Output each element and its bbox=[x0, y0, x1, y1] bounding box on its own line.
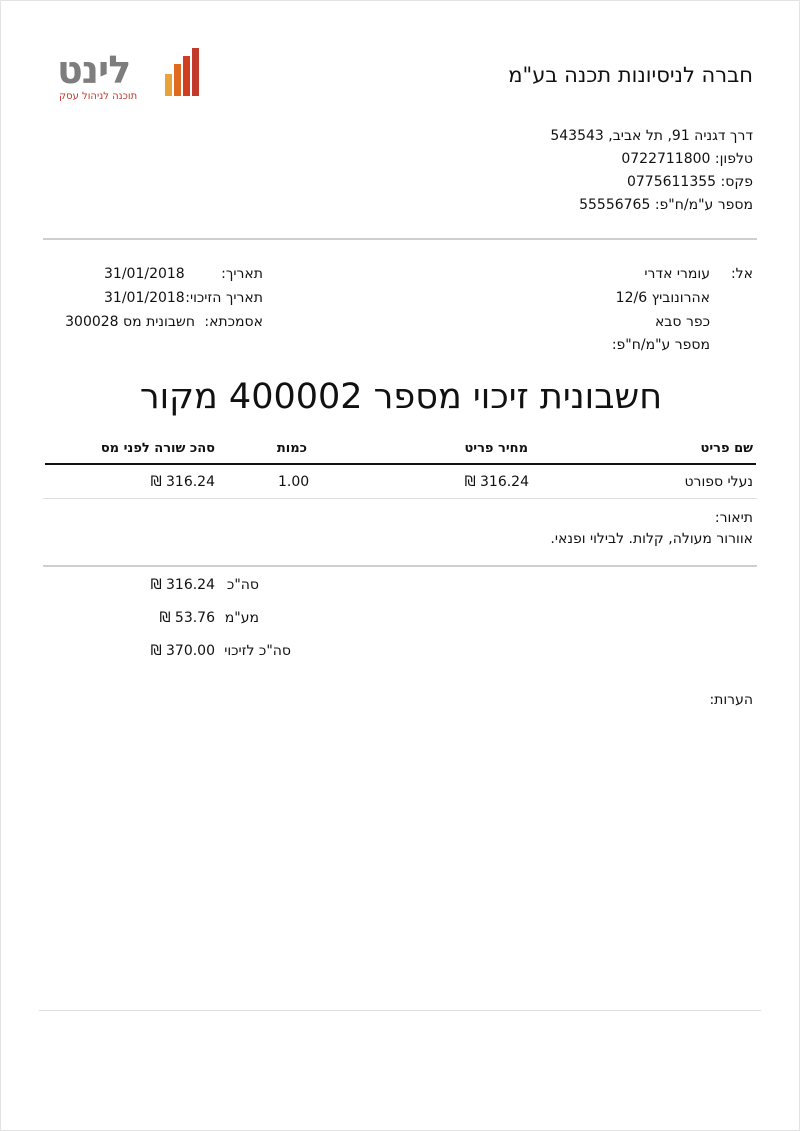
logo-bar bbox=[165, 74, 172, 96]
vat-value: 53.76 ₪ bbox=[159, 610, 215, 626]
credit-total-value: 370.00 ₪ bbox=[150, 643, 215, 659]
notes-label: הערות: bbox=[709, 692, 753, 708]
logo-bars-icon bbox=[165, 52, 199, 96]
row-item-name: נעלי ספורט bbox=[684, 474, 753, 490]
document-title: חשבונית זיכוי מספר 400002 מקור bbox=[139, 377, 663, 417]
subtotal-label: סה"כ bbox=[226, 577, 259, 593]
company-vat: מספר ע"מ/ח"פ: 55556765 bbox=[579, 197, 753, 213]
credit-date-value: 31/01/2018 bbox=[104, 290, 185, 306]
logo-tagline: תוכנה לניהול עסק bbox=[59, 91, 138, 102]
row-quantity: 1.00 bbox=[278, 474, 310, 490]
description-label: תיאור: bbox=[714, 510, 753, 526]
recipient-city: כפר סבא bbox=[654, 314, 710, 330]
description-text: אוורור מעולה, קלות. לבילוי ופנאי. bbox=[550, 531, 753, 547]
recipient-street: אהרונוביץ 12/6 bbox=[615, 290, 710, 306]
vat-label: מע"מ bbox=[224, 610, 259, 626]
date-value: 31/01/2018 bbox=[104, 266, 185, 282]
recipient-name: עומרי אדרי bbox=[644, 266, 710, 282]
logo-word: לינט bbox=[57, 48, 131, 92]
row-line-total: 316.24 ₪ bbox=[150, 474, 215, 490]
header-quantity: כמות bbox=[276, 441, 307, 456]
company-address: דרך דגניה 91, תל אביב, 543543 bbox=[550, 128, 753, 144]
header-item-price: מחיר פריט bbox=[464, 441, 528, 456]
recipient-to-label: אל: bbox=[730, 266, 753, 282]
credit-total-label: סה"כ לזיכוי bbox=[224, 643, 291, 659]
footer-divider bbox=[39, 1010, 761, 1011]
company-phone: טלפון: 0722711800 bbox=[621, 151, 753, 167]
header-line-total: סהכ שורה לפני מס bbox=[100, 441, 215, 456]
recipient-vat-label: מספר ע"מ/ח"פ: bbox=[611, 337, 710, 353]
table-header-rule bbox=[45, 463, 756, 465]
date-label: תאריך: bbox=[221, 266, 263, 282]
row-divider bbox=[43, 498, 757, 499]
company-name: חברה לניסיונות תכנה בע"מ bbox=[508, 63, 753, 87]
totals-divider bbox=[43, 565, 757, 567]
row-item-price: 316.24 ₪ bbox=[464, 474, 529, 490]
company-logo bbox=[57, 50, 199, 106]
reference-label: אסמכתא: bbox=[204, 314, 263, 330]
logo-bar bbox=[183, 56, 190, 96]
reference-value: חשבונית מס 300028 bbox=[65, 314, 195, 330]
credit-date-label: תאריך הזיכוי: bbox=[185, 290, 263, 306]
logo-bar bbox=[192, 48, 199, 96]
header-divider bbox=[43, 238, 757, 240]
logo-bar bbox=[174, 64, 181, 96]
subtotal-value: 316.24 ₪ bbox=[150, 577, 215, 593]
company-fax: פקס: 0775611355 bbox=[626, 174, 753, 190]
header-item-name: שם פריט bbox=[700, 441, 753, 456]
